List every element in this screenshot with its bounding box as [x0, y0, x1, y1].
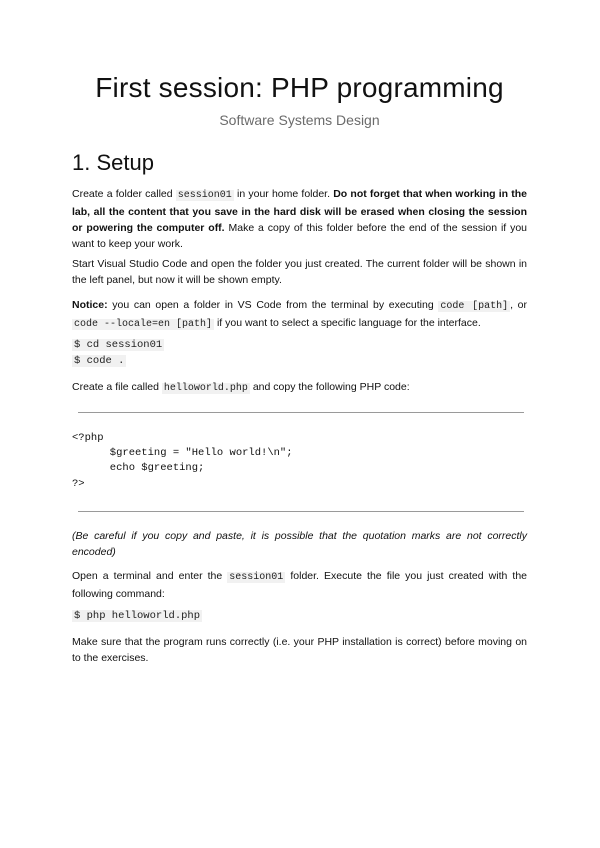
text: , or: [510, 299, 527, 311]
document-subtitle: Software Systems Design: [219, 112, 380, 128]
paragraph-quotation-warning: (Be careful if you copy and paste, it is possible that the quotation marks are not correctly encoded): [72, 530, 527, 558]
paragraph-notice: [72, 297, 527, 333]
paragraph-open-terminal: [72, 568, 527, 602]
text: Open a terminal and enter the: [72, 570, 228, 582]
text: if you want to select a specific language for the interface.: [214, 317, 481, 329]
php-code-line: ?>: [72, 478, 85, 490]
shell-command-code: $ code .: [74, 355, 125, 367]
text: in your home folder.: [233, 188, 334, 200]
document-title: First session: PHP programming: [95, 72, 504, 103]
section-heading-setup: 1. Setup: [72, 150, 154, 175]
php-code-line: <?php: [72, 432, 104, 444]
shell-command-cd: $ cd session01: [74, 339, 163, 351]
inline-code: session01: [177, 190, 232, 201]
text: you can open a folder in VS Code from the terminal by executing: [107, 299, 439, 311]
php-code-line: $greeting = "Hello world!\n";: [72, 447, 293, 459]
text: Create a folder called: [72, 188, 176, 200]
text: and copy the following PHP code:: [249, 381, 410, 393]
text: Create a file called: [72, 381, 162, 393]
paragraph-make-sure: Make sure that the program runs correctly (i.e. your PHP installation is correct) before moving on to the exercises.: [72, 636, 527, 664]
text: folder. Execute the file you just created with the following command:: [72, 570, 527, 600]
inline-code: code [path]: [440, 301, 509, 312]
divider-top: [78, 412, 524, 413]
paragraph-create-file: [72, 379, 527, 397]
inline-code: session01: [229, 572, 284, 583]
divider-bottom: [78, 511, 524, 512]
php-code-line: echo $greeting;: [72, 462, 205, 474]
inline-code: helloworld.php: [163, 383, 248, 394]
paragraph-create-folder: [72, 186, 527, 252]
shell-command-php: $ php helloworld.php: [74, 610, 201, 622]
notice-label: Notice:: [72, 299, 108, 311]
paragraph-start-vscode: Start Visual Studio Code and open the folder you just created. The current folder will be shown in the left panel, but now it will be shown empty.: [72, 258, 527, 286]
text: Make a copy of this folder before the end of the session if you want to keep your work.: [72, 222, 528, 250]
bold-warning: Do not forget that when working in the lab, all the content that you save in the hard disk will be erased when closing the session or powering the computer off.: [72, 188, 527, 234]
inline-code: code --locale=en [path]: [74, 319, 213, 330]
